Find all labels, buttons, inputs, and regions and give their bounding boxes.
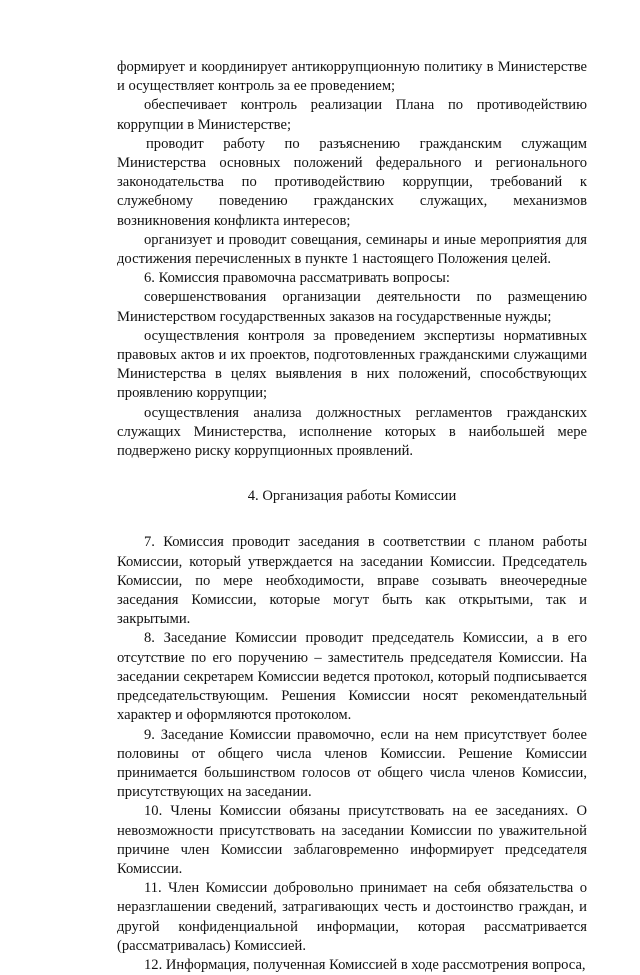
- paragraph-item-6: 6. Комиссия правомочна рассматривать вопросы:: [144, 270, 450, 287]
- paragraph-expertise-control: осуществления контроля за проведением экспертизы нормативных правовых актов и их проектов, подготовленных гражданскими служащими Министерства в целях выявления в них положений, способствующих проявлению коррупции;: [117, 327, 587, 402]
- paragraph-forms-policy: формирует и координирует антикоррупционную политику в Министерстве и осуществляет контроль за ее проведением;: [117, 59, 587, 95]
- paragraph-regulations-analysis: осуществления анализа должностных регламентов гражданских служащих Министерства, исполнение которых в наибольшей мере подвержено риску коррупционных проявлений.: [117, 404, 587, 460]
- paragraph-ensures-control: обеспечивает контроль реализации Плана по противодействию коррупции в Министерстве;: [117, 97, 587, 133]
- paragraph-item-10: 10. Члены Комиссии обязаны присутствовать на ее заседаниях. О невозможности присутствовать на заседании Комиссии по уважительной причине член Комиссии заблаговременно информирует председателя Комиссии.: [117, 803, 587, 877]
- paragraph-item-9: 9. Заседание Комиссии правомочно, если на нем присутствует более половины от общего числа членов Комиссии. Решение Комиссии принимается большинством голосов от общего числа членов Комиссии, присутствующих на заседании.: [117, 726, 587, 801]
- paragraph-organizes-meetings: организует и проводит совещания, семинары и иные мероприятия для достижения перечисленных в пункте 1 настоящего Положения целей.: [117, 231, 587, 268]
- paragraph-item-7: 7. Комиссия проводит заседания в соответствии с планом работы Комиссии, который утверждается на заседании Комиссии. Председатель Комиссии, по мере необходимости, вправе созывать внеочередные заседания Комиссии, которые могут быть как открытыми, так и закрытыми.: [117, 534, 587, 628]
- section-heading: 4. Организация работы Комиссии: [247, 488, 457, 505]
- paragraph-procurement: совершенствования организации деятельности по размещению Министерством государственных заказов на государственные нужды;: [117, 289, 587, 325]
- paragraph-item-12: 12. Информация, полученная Комиссией в ходе рассмотрения вопроса,: [144, 956, 586, 973]
- paragraph-explains-legislation: проводит работу по разъяснению гражданским служащим Министерства основных положений федерального и регионального законодательства по противодействию коррупции, требований к служебному поведению гражданских служащих, механизмов возникновения конфликта интересов;: [117, 135, 587, 229]
- paragraph-item-8: 8. Заседание Комиссии проводит председатель Комиссии, а в его отсутствие по его поручению – заместитель председателя Комиссии. На заседании секретарем Комиссии ведется протокол, который подписывается председательствующим. Решения Комиссии носят рекомендательный характер и оформляются протоколом.: [117, 630, 587, 724]
- paragraph-item-11: 11. Член Комиссии добровольно принимает на себя обязательства о неразглашении сведений, затрагивающих честь и достоинство граждан, и другой конфиденциальной информации, которая рассматривается (рассматривалась) Комиссией.: [117, 880, 587, 954]
- document-page: [117, 58, 587, 975]
